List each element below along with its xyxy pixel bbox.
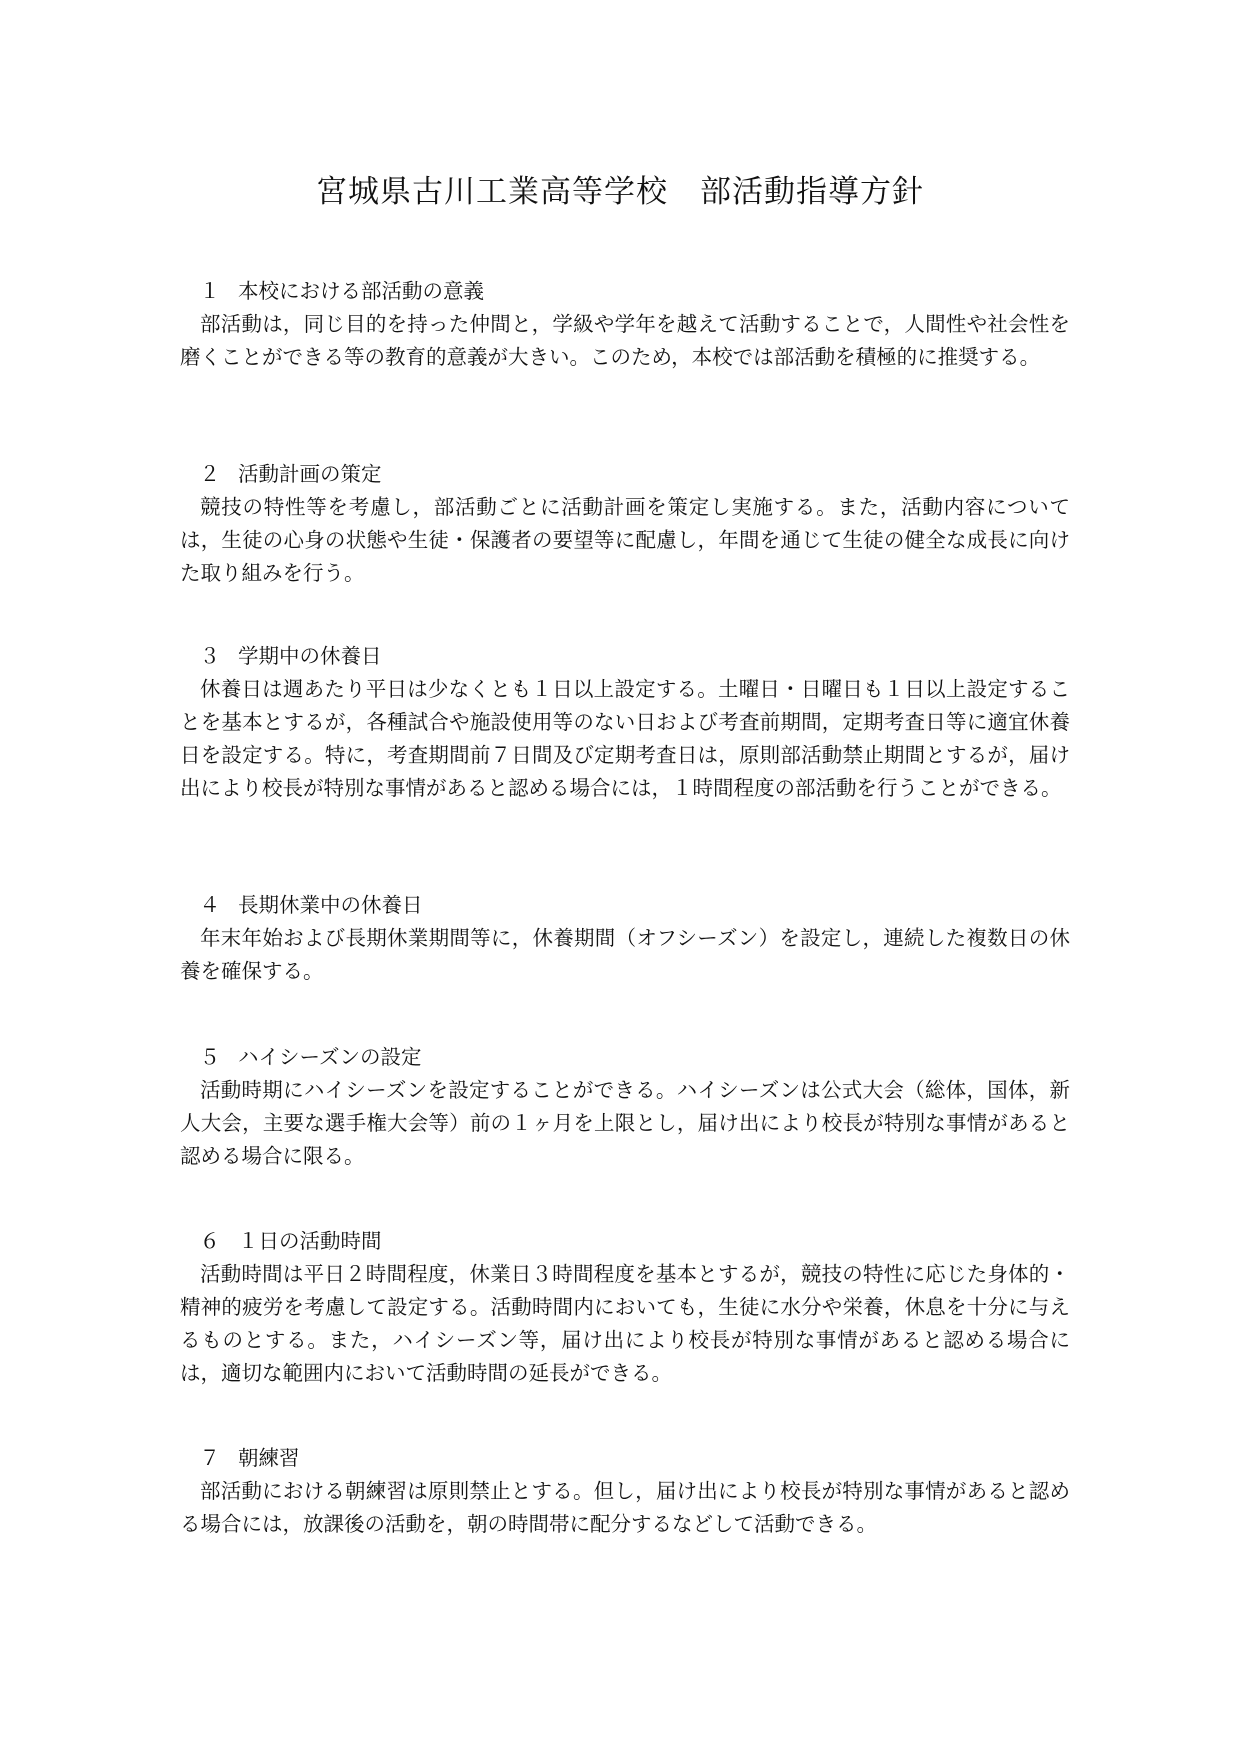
section-heading-text: 学期中の休養日 bbox=[238, 644, 382, 668]
section-number: ６ bbox=[199, 1229, 220, 1253]
section-body: 休養日は週あたり平日は少なくとも１日以上設定する。土曜日・日曜日も１日以上設定することを基本とするが，各種試合や施設使用等のない日および考査前期間，定期考査日等に適宜休養日を設定する。特に，考査期間前７日間及び定期考査日は，原則部活動禁止期間とするが，届け出により校長が特別な事情があると認める場合には，１時間程度の部活動を行うことができる。 bbox=[180, 677, 1070, 800]
section-number: ５ bbox=[199, 1045, 220, 1069]
section-heading bbox=[180, 889, 1070, 922]
section-number: ４ bbox=[199, 893, 220, 917]
section-6 bbox=[180, 1225, 1070, 1390]
page-title: 宮城県古川工業高等学校 部活動指導方針 bbox=[316, 174, 924, 210]
section-2 bbox=[180, 458, 1070, 590]
section-heading-text: 本校における部活動の意義 bbox=[238, 279, 484, 303]
section-heading bbox=[180, 1225, 1070, 1258]
section-3 bbox=[180, 640, 1070, 805]
section-heading-text: ハイシーズンの設定 bbox=[238, 1045, 422, 1069]
section-number: １ bbox=[199, 279, 220, 303]
section-heading-text: 朝練習 bbox=[238, 1446, 300, 1470]
section-number: ３ bbox=[199, 644, 220, 668]
section-heading bbox=[180, 1041, 1070, 1074]
section-number: ７ bbox=[199, 1446, 220, 1470]
section-body: 競技の特性等を考慮し，部活動ごとに活動計画を策定し実施する。また，活動内容については，生徒の心身の状態や生徒・保護者の要望等に配慮し，年間を通じて生徒の健全な成長に向けた取り組みを行う。 bbox=[180, 495, 1070, 585]
section-heading bbox=[180, 275, 1070, 308]
section-body: 年末年始および長期休業期間等に，休養期間（オフシーズン）を設定し，連続した複数日の休養を確保する。 bbox=[180, 926, 1070, 983]
section-heading-text: １日の活動時間 bbox=[238, 1229, 382, 1253]
section-7 bbox=[180, 1442, 1070, 1541]
section-body: 活動時期にハイシーズンを設定することができる。ハイシーズンは公式大会（総体，国体，新人大会，主要な選手権大会等）前の１ヶ月を上限とし，届け出により校長が特別な事情があると認める場合に限る。 bbox=[180, 1078, 1070, 1168]
section-heading bbox=[180, 458, 1070, 491]
section-body: 活動時間は平日２時間程度，休業日３時間程度を基本とするが，競技の特性に応じた身体的・精神的疲労を考慮して設定する。活動時間内においても，生徒に水分や栄養，休息を十分に与えるものとする。また，ハイシーズン等，届け出により校長が特別な事情があると認める場合には，適切な範囲内において活動時間の延長ができる。 bbox=[180, 1262, 1070, 1385]
section-body: 部活動における朝練習は原則禁止とする。但し，届け出により校長が特別な事情があると認める場合には，放課後の活動を，朝の時間帯に配分するなどして活動できる。 bbox=[180, 1479, 1070, 1536]
section-heading-text: 活動計画の策定 bbox=[238, 462, 382, 486]
section-body: 部活動は，同じ目的を持った仲間と，学級や学年を越えて活動することで，人間性や社会性を磨くことができる等の教育的意義が大きい。このため，本校では部活動を積極的に推奨する。 bbox=[180, 312, 1070, 369]
section-heading-text: 長期休業中の休養日 bbox=[238, 893, 423, 917]
section-5 bbox=[180, 1041, 1070, 1173]
section-heading bbox=[180, 1442, 1070, 1475]
section-heading bbox=[180, 640, 1070, 673]
section-number: ２ bbox=[199, 462, 220, 486]
section-4 bbox=[180, 889, 1070, 988]
section-1 bbox=[180, 275, 1070, 374]
